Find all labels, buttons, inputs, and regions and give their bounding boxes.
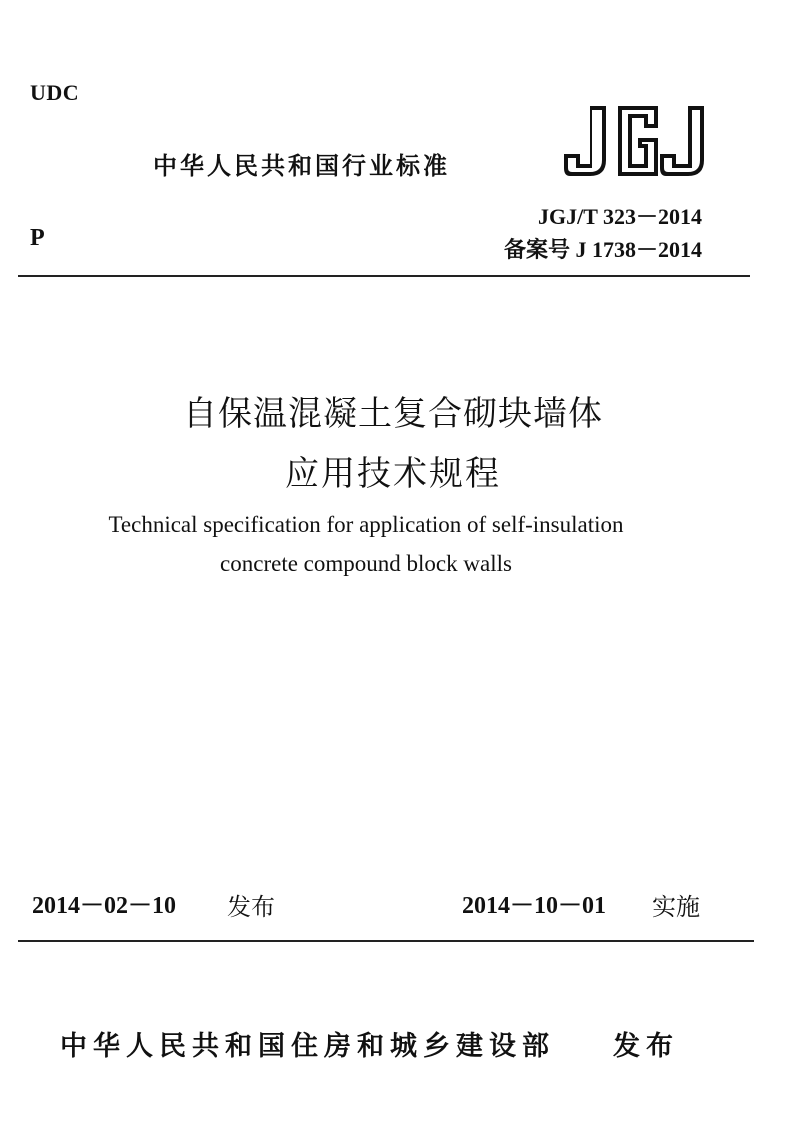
issuing-authority: 中华人民共和国住房和城乡建设部 <box>60 1031 555 1062</box>
udc-label: UDC <box>30 80 80 105</box>
bottom-divider <box>18 940 754 942</box>
issue-label: 发布 <box>227 893 275 921</box>
title-english-line-1: Technical specification for application of self-insulation <box>108 512 624 537</box>
top-divider <box>18 275 750 277</box>
title-chinese-line-2: 应用技术规程 <box>285 456 501 493</box>
standard-number: JGJ/T 323－2014 <box>537 204 702 229</box>
jgj-logo <box>562 102 707 180</box>
implementation-date: 2014－10－01 <box>462 893 606 919</box>
standard-category: 中华人民共和国行业标准 <box>153 152 450 180</box>
issuing-action: 发布 <box>613 1031 679 1062</box>
title-english-line-2: concrete compound block walls <box>220 551 512 576</box>
issue-date: 2014－02－10 <box>32 893 176 919</box>
record-number: 备案号 J 1738－2014 <box>503 237 702 262</box>
classification-code: P <box>30 225 45 251</box>
title-chinese-line-1: 自保温混凝土复合砌块墙体 <box>183 396 603 433</box>
implementation-label: 实施 <box>652 893 700 921</box>
